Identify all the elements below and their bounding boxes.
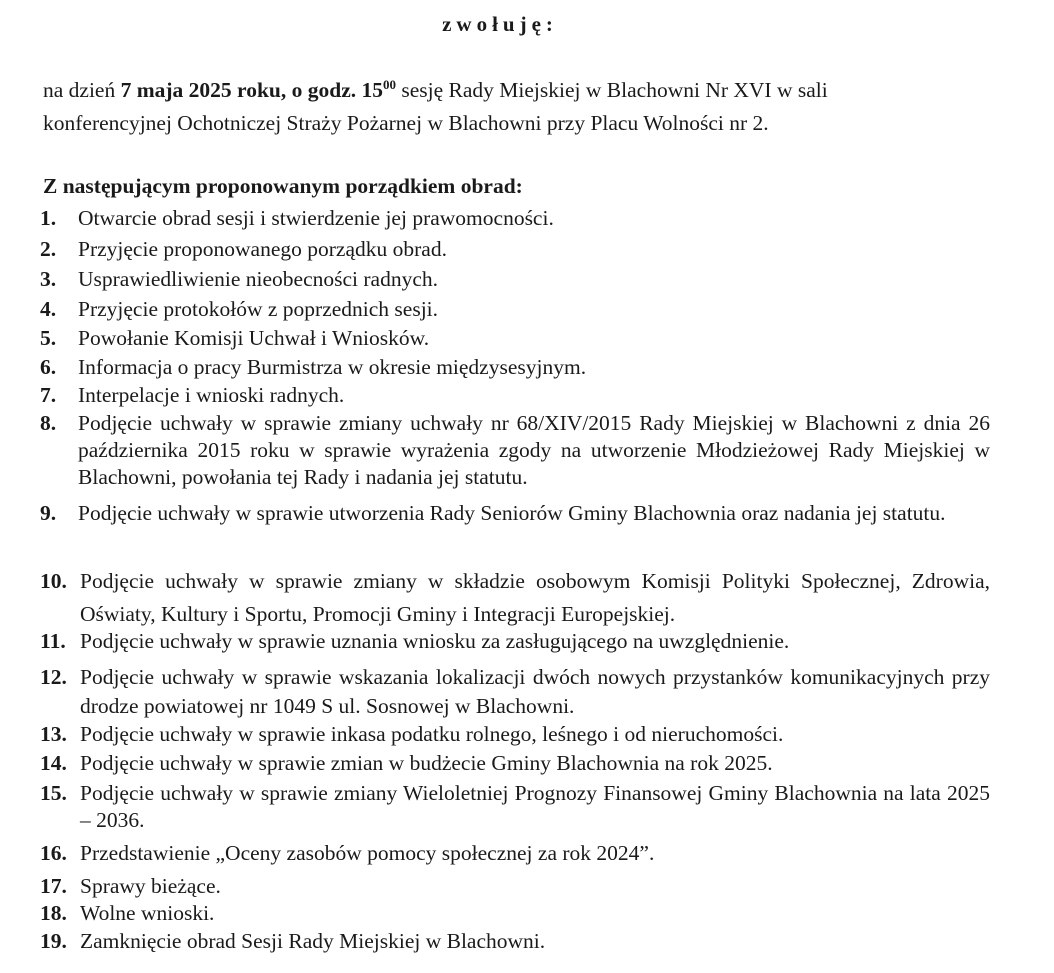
intro-paragraph (43, 74, 983, 140)
agenda-item-number: 12. (40, 665, 67, 689)
agenda-item (40, 565, 990, 631)
intro-line-1-rest: sesję Rady Miejskiej w Blachowni Nr XVI w sali (396, 78, 828, 102)
agenda-item (40, 873, 990, 900)
agenda-item-text: Podjęcie uchwały w sprawie wskazania lokalizacji dwóch nowych przystanków komunikacyjnych przy drodze powiatowej nr 1049 S ul. Sosnowej w Blachowni. (80, 665, 990, 718)
agenda-item-number: 7. (40, 383, 57, 407)
agenda-item-text: Podjęcie uchwały w sprawie zmian w budżecie Gminy Blachownia na rok 2025. (80, 751, 773, 775)
agenda-item-text: Podjęcie uchwały w sprawie utworzenia Rady Seniorów Gminy Blachownia oraz nadania jej statutu. (78, 501, 946, 525)
agenda-item-number: 1. (40, 206, 57, 230)
agenda-item-number: 11. (40, 629, 66, 653)
agenda-item-text: Przedstawienie „Oceny zasobów pomocy społecznej za rok 2024”. (80, 841, 655, 865)
agenda-item-text: Podjęcie uchwały w sprawie zmiany w składzie osobowym Komisji Polityki Społecznej, Zdrowia, Oświaty, Kultury i Sportu, Promocji Gminy i Integracji Europejskiej. (80, 569, 990, 626)
agenda-item (40, 780, 990, 834)
agenda-item-text: Przyjęcie proponowanego porządku obrad. (78, 237, 447, 261)
agenda-item-text: Informacja o pracy Burmistrza w okresie międzysesyjnym. (78, 355, 587, 379)
agenda-item-number: 5. (40, 326, 57, 350)
agenda-item (40, 928, 990, 955)
intro-time-minutes: 00 (383, 76, 396, 92)
agenda-item (40, 266, 990, 293)
agenda-item (40, 750, 990, 777)
agenda-item (40, 382, 990, 409)
agenda-item (40, 325, 990, 352)
agenda-item (40, 205, 990, 232)
agenda-item-number: 3. (40, 267, 57, 291)
agenda-item-number: 17. (40, 874, 67, 898)
agenda-item-text: Podjęcie uchwały w sprawie uznania wniosku za zasługującego na uwzględnienie. (80, 629, 790, 653)
agenda-item (40, 296, 990, 323)
agenda-item-number: 10. (40, 569, 67, 593)
agenda-item-text: Zamknięcie obrad Sesji Rady Miejskiej w Blachowni. (80, 929, 546, 953)
agenda-item-text: Powołanie Komisji Uchwał i Wniosków. (78, 326, 430, 350)
agenda-item-number: 18. (40, 901, 67, 925)
agenda-item (40, 628, 990, 655)
agenda-item (40, 721, 990, 748)
agenda-item-text: Przyjęcie protokołów z poprzednich sesji. (78, 297, 439, 321)
agenda-item (40, 663, 990, 721)
agenda-title: Z następującym proponowanym porządkiem obrad: (43, 174, 523, 198)
agenda-item (40, 354, 990, 381)
agenda-item (40, 236, 990, 263)
agenda-item (40, 410, 990, 491)
agenda-item-text: Wolne wnioski. (80, 901, 215, 925)
agenda-item-number: 6. (40, 355, 57, 379)
agenda-item-number: 16. (40, 841, 67, 865)
agenda-item-number: 13. (40, 722, 67, 746)
agenda-item-number: 2. (40, 237, 57, 261)
intro-line-2: konferencyjnej Ochotniczej Straży Pożarnej w Blachowni przy Placu Wolności nr 2. (43, 111, 769, 135)
agenda-item (40, 840, 990, 867)
agenda-item-number: 8. (40, 411, 57, 435)
intro-line-1 (43, 74, 983, 107)
agenda-item-text: Interpelacje i wnioski radnych. (78, 383, 345, 407)
agenda-item-text: Sprawy bieżące. (80, 874, 221, 898)
agenda-item (40, 900, 990, 927)
agenda-item-number: 14. (40, 751, 67, 775)
intro-prefix: na dzień (43, 78, 121, 102)
agenda-item-number: 19. (40, 929, 67, 953)
agenda-item-text: Otwarcie obrad sesji i stwierdzenie jej prawomocności. (78, 206, 554, 230)
agenda-item-text: Podjęcie uchwały w sprawie zmiany Wieloletniej Prognozy Finansowej Gminy Blachownia na lata 2025 – 2036. (80, 781, 990, 832)
agenda-item-text: Usprawiedliwienie nieobecności radnych. (78, 267, 438, 291)
agenda-item-number: 4. (40, 297, 57, 321)
agenda-item (40, 497, 990, 530)
agenda-item-text: Podjęcie uchwały w sprawie zmiany uchwały nr 68/XIV/2015 Rady Miejskiej w Blachowni z dnia 26 października 2015 roku w sprawie wyrażenia zgody na utworzenie Młodzieżowej Rady Miejskiej w Blachowni, powołania tej Rady i nadania jej statutu. (78, 411, 990, 489)
intro-date: 7 maja 2025 roku, o godz. 15 (120, 78, 383, 102)
agenda-item-number: 15. (40, 781, 67, 805)
agenda-item-text: Podjęcie uchwały w sprawie inkasa podatku rolnego, leśnego i od nieruchomości. (80, 722, 784, 746)
heading: zwołuję: (442, 12, 558, 36)
agenda-item-number: 9. (40, 501, 57, 525)
